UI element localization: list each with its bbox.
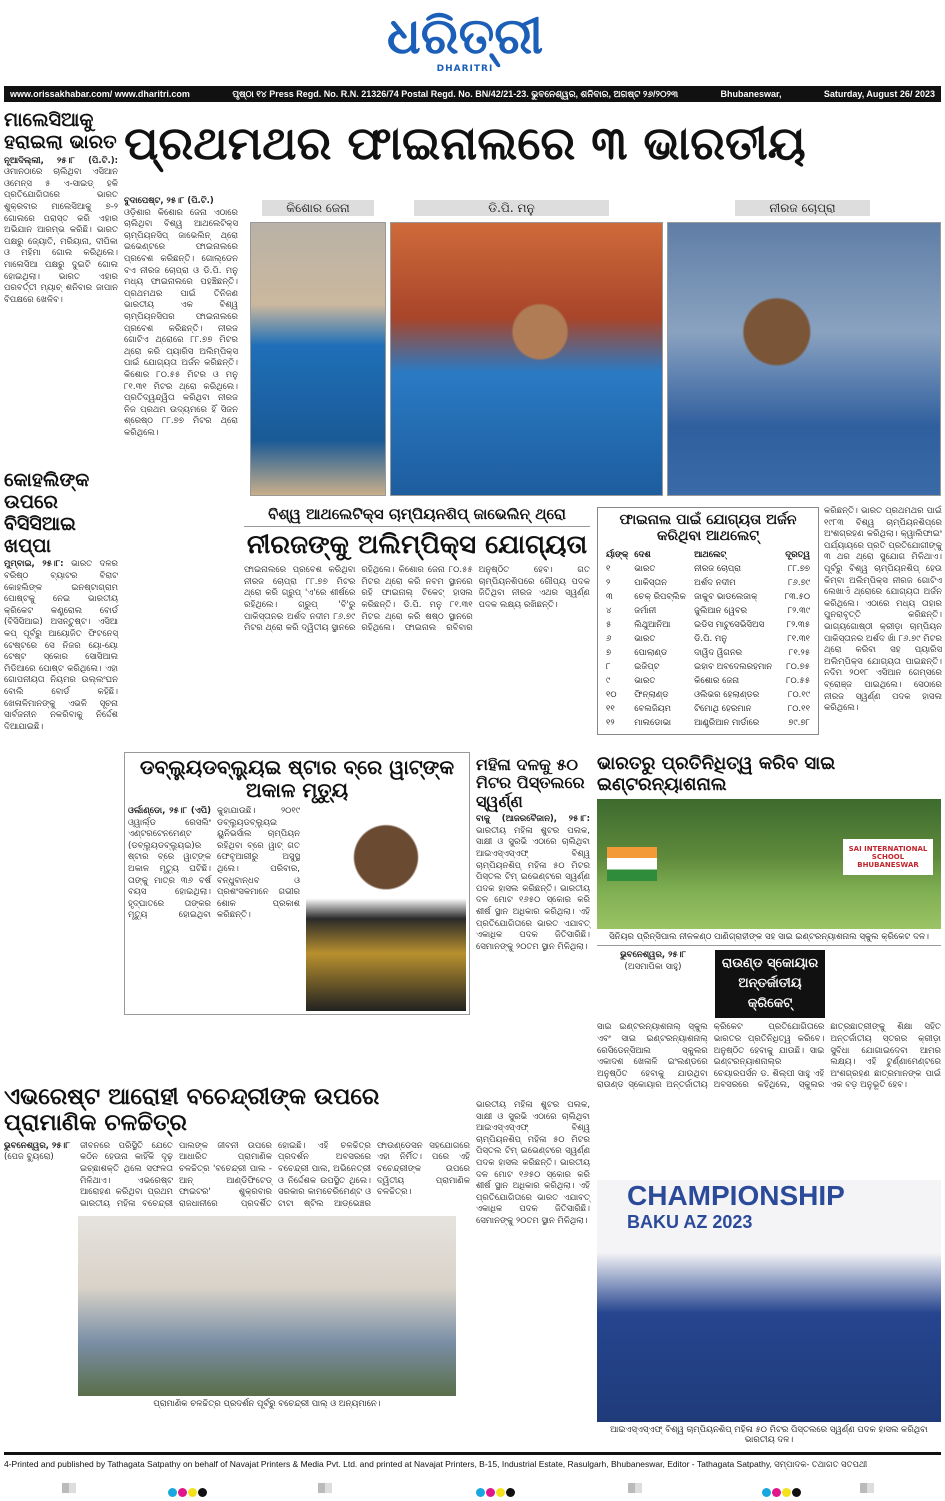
table-cell: ଲିଥୁଆନିଆ bbox=[634, 620, 671, 631]
table-row bbox=[604, 576, 812, 590]
table-cell: ୩ bbox=[606, 592, 613, 603]
table-cell: ପାକିସ୍ତାନ bbox=[634, 578, 668, 589]
table-row bbox=[604, 716, 812, 730]
photo-caption: ସିନିୟର ପ୍ରିନ୍ସିପାଲ ନୀଳକଣ୍ଠ ପାଣିଗ୍ରାହୀଙ୍କ ସହ ସାଇ ଇଣ୍ଟରନ୍ୟାଶନାଲ ସ୍କୁଲ କ୍ରିକେଟ ଦଳ। bbox=[597, 932, 941, 946]
registration: ପୃଷ୍ଠା ୧୪ Press Regd. No. R.N. 21326/74 Postal Regd. No. BN/42/21-23. ଭୁବନେଶ୍ୱର, ଶନିବାର, ଅଗଷ୍ଟ ୨୬/୨୦୨୩ bbox=[232, 88, 679, 99]
story-shooting: ମହିଳା ଦଳକୁ ୫୦ ମିଟର ପିସ୍ତଲରେ ସ୍ୱର୍ଣ୍ଣ ବାକୁ (ଆଜରବୈଜାନ), ୨୫।୮: ଭାରତୀୟ ମହିଳା ଶୁଟର ପଲକ, ସାକ୍ଷୀ ଓ ସୁରଭି ଏଠାରେ ଚାଲିଥିବା ଆଇଏସ୍‌ଏସ୍‌ଏଫ୍ ବିଶ୍ୱ ଚାମ୍ପିୟନଶିପ୍ ମହିଳା ୫୦ ମିଟର ପିସ୍ତଲ ଟିମ୍ ଇଭେଣ୍ଟରେ ସ୍ୱର୍ଣ୍ଣ ପଦକ ହାସଲ କରିଛନ୍ତି। ଭାରତୀୟ ଦଳ ମୋଟ ୧୬୫୦ ସ୍କୋର କରି ଶୀର୍ଷ ସ୍ଥାନ ଅଧିକାର କରିଥିଲା। ଏହି ପ୍ରତିଯୋଗିତାରେ ଭାରତ ଏଯାବତ୍ ଏକାଧିକ ପଦକ ଜିତିସାରିଛି। ସେମାନଙ୍କୁ ୨୦ତମ ସ୍ଥାନ ମିଳିଥିଲା। bbox=[476, 755, 590, 952]
table-cell: ୮୧.୩୧ bbox=[787, 634, 810, 645]
table-cell: ଆଥଲେଟ୍ bbox=[694, 550, 727, 561]
story-shooting-continued: ଭାରତୀୟ ମହିଳା ଶୁଟର ପଲକ, ସାକ୍ଷୀ ଓ ସୁରଭି ଏଠାରେ ଚାଲିଥିବା ଆଇଏସ୍‌ଏସ୍‌ଏଫ୍ ବିଶ୍ୱ ଚାମ୍ପିୟନଶିପ୍ ମହିଳା ୫୦ ମିଟର ପିସ୍ତଲ ଟିମ୍ ଇଭେଣ୍ଟରେ ସ୍ୱର୍ଣ୍ଣ ପଦକ ହାସଲ କରିଛନ୍ତି। ଭାରତୀୟ ଦଳ ମୋଟ ୧୬୫୦ ସ୍କୋର କରି ଶୀର୍ଷ ସ୍ଥାନ ଅଧିକାର କରିଥିଲା। ଏହି ପ୍ରତିଯୋଗିତାରେ ଭାରତ ଏଯାବତ୍ ଏକାଧିକ ପଦକ ଜିତିସାରିଛି। ସେମାନଙ୍କୁ ୨୦ତମ ସ୍ଥାନ ମିଳିଥିଲା। bbox=[476, 1100, 590, 1226]
photo-caption: ପ୍ରାମାଣିକ ଚଳଚ୍ଚିତ୍ର ପ୍ରଦର୍ଶନ ପୂର୍ବରୁ ବଚେନ୍ଦ୍ରୀ ପାଲ୍ ଓ ଅନ୍ୟମାନେ। bbox=[153, 1399, 381, 1410]
table-cell: ୮୦.୫୫ bbox=[786, 676, 810, 687]
photo-label-manu: ଡି.ପି. ମନୁ bbox=[414, 200, 609, 216]
table-cell: ୨ bbox=[606, 578, 611, 589]
table-row bbox=[604, 660, 812, 674]
table-cell: ଦୂରତ୍ୱ bbox=[785, 550, 810, 561]
story-malaysia: ମାଲେସିଆକୁ ହରାଇଲା ଭାରତ ନୂଆଦିଲ୍ଲୀ, ୨୫।୮ (ପି.ଟି.): ଓମାନଠାରେ ଚାଲିଥିବା ଏସିଆନ ଓମେନ୍ସ ୫ ଏ-ସାଇଡ୍ ହକି ପ୍ରତିଯୋଗିତାରେ ଭାରତ ଶୁକ୍ରବାର ମାଲେସିଆକୁ ୭-୨ ଗୋଲରେ ପରାସ୍ତ କରି ଏହାର ଅଭିଯାନ ଆରମ୍ଭ କରିଛି। ଭାରତ ପକ୍ଷରୁ ଜ୍ୟୋତି, ମରିୟାନା, ଦୀପିକା ଓ ମହିମା ଗୋଲ କରିଥିଲେ। ମାଲେସିଆ ପକ୍ଷରୁ ଦୁଇଟି ଗୋଲ ହୋଇଥିଲା। ଭାରତ ଏହାର ପରବର୍ତ୍ତୀ ମ୍ୟାଚ୍ ଶନିବାର ଜାପାନ ବିପକ୍ଷରେ ଖେଳିବ। bbox=[4, 109, 118, 305]
table-cell: ୪ bbox=[606, 606, 612, 617]
table-cell: ୧ bbox=[606, 564, 611, 575]
table-cell: ଅର୍ଶଦ ନଦୀମ bbox=[694, 578, 736, 589]
table-cell: ପୋଲାଣ୍ଡ bbox=[634, 648, 668, 659]
city: Bhubaneswar, bbox=[720, 89, 782, 99]
table-cell: ଡି.ପି. ମନୁ bbox=[694, 634, 728, 645]
table-cell: ଟିମୋଥି ହେରମାନ bbox=[694, 704, 752, 715]
table-row bbox=[604, 632, 812, 646]
headline: ନୀରଜଙ୍କୁ ଅଲିମ୍ପିକ୍ସ ଯୋଗ୍ୟତା bbox=[246, 530, 588, 561]
table-cell: ଭାରତ bbox=[634, 676, 656, 687]
table-cell: ଇହାବ ଅବଦେଲରହମାନ bbox=[694, 662, 773, 673]
table-cell: ଜାକୁବ ଭାଡଲେଜାକ୍ bbox=[694, 592, 758, 603]
table-cell: ୭ bbox=[606, 648, 612, 659]
photo-label-neeraj: ନୀରଜ ଚୋପ୍ରା bbox=[735, 200, 870, 216]
table-cell: ୮୦.୧୯ bbox=[788, 690, 810, 701]
qualifiers-table: ଫାଇନାଲ ପାଇଁ ଯୋଗ୍ୟତା ଅର୍ଜନ କରିଥିବା ଆଥଲେଟ୍ ର୍ୟାଙ୍କ୍ ଦେଶ ଆଥଲେଟ୍ ଦୂରତ୍ୱ ୧ ଭାରତ ନୀରଜ ଚୋପ୍ରା ୮୮.୭୭ ୨ ପାକିସ୍ତାନ ଅର୍ଶଦ ନଦୀମ ୮୬.୭୯ ୩ ଚେକ୍ ରିପବ୍ଲିକ ଜାକୁବ ଭାଡଲେଜାକ୍ ୮୩.୫୦ ୪ ଜର୍ମାନୀ ଜୁଲିଆନ ୱେବର ୮୨.୩୯ ୫ ଲିଥୁଆନିଆ ଇଡିସ ମାଟୁସେଭିସିଅସ ୮୨.୩୫ ୬ ଭାରତ ଡି.ପି. ମନୁ ୮୧.୩୧ ୭ ପୋଲାଣ୍ଡ ଦାୱିଦ ୱିଗନର ୮୧.୨୫ ୮ ଇଜିପ୍ଟ ଇହାବ ଅବଦେଲରହମାନ ୮୦.୭୫ ୯ ଭାରତ କିଶୋର ଜେନା ୮୦.୫୫ ୧୦ ଫିନ୍‌ଲାଣ୍ଡ ଓଲିଭର ହେଲାଣ୍ଡର ୮୦.୧୯ ୧୧ ବେଲଜିୟମ ଟିମୋଥି ହେରମାନ ୮୦.୧୧ ୧୨ ମାଲଡୋଭା ଆଣ୍ଡ୍ରିଆନ ମାର୍ଡାରେ ୭୯.୭୮ bbox=[597, 507, 819, 735]
table-cell: ୮୮.୭୭ bbox=[788, 564, 810, 575]
table-cell: ୮୦.୭୫ bbox=[786, 662, 810, 673]
headline: ଏଭରେଷ୍ଟ ଆରୋହୀ ବଚେନ୍ଦ୍ରୀଙ୍କ ଉପରେ ପ୍ରାମାଣିକ ଚଳଚ୍ଚିତ୍ର bbox=[4, 1084, 380, 1137]
website[interactable]: www.orissakhabar.com/ www.dharitri.com bbox=[10, 89, 190, 99]
table-cell: ଦାୱିଦ ୱିଗନର bbox=[694, 648, 743, 659]
table-cell: ଭାରତ bbox=[634, 634, 656, 645]
table-cell: ଜର୍ମାନୀ bbox=[634, 606, 657, 617]
table-cell: ୮୩.୫୦ bbox=[784, 592, 810, 603]
table-cell: ଇଡିସ ମାଟୁସେଭିସିଅସ bbox=[694, 620, 765, 631]
photo-dp-manu bbox=[390, 222, 663, 496]
registration-marks bbox=[0, 1482, 945, 1494]
headline: ମାଲେସିଆକୁ ହରାଇଲା ଭାରତ bbox=[4, 109, 117, 153]
table-cell: ୧୦ bbox=[606, 690, 617, 701]
headline: ଭାରତରୁ ପ୍ରତିନିଧିତ୍ୱ କରିବ ସାଇ ଇଣ୍ଟରନ୍ୟାଶନାଲ bbox=[597, 753, 836, 795]
table-cell: ୯ bbox=[606, 676, 611, 687]
photo-kishore-jena bbox=[250, 222, 386, 496]
photo-film-screening bbox=[78, 1216, 456, 1396]
table-row bbox=[604, 702, 812, 716]
story-javelin: ବିଶ୍ୱ ଆଥଲେଟିକ୍ସ ଚାମ୍ପିୟନଶିପ୍ ଜାଭେଲିନ୍ ଥ୍ରୋ ନୀରଜଙ୍କୁ ଅଲିମ୍ପିକ୍ସ ଯୋଗ୍ୟତା ଫାଇନାଲରେ ପ୍ରବେଶ କରିଥିବା ନୀରଜ ଚୋପ୍ରା ୮୮.୭୭ ମିଟର ଥ୍ରୋ କରି ଗ୍ରୁପ୍ 'ଏ'ରେ ଶୀର୍ଷରେ ରହିଥିଲେ। ଗ୍ରୁପ୍ 'ବି'ରୁ ପାକିସ୍ତାନର ଅର୍ଶଦ ନଦୀମ ୮୬.୭୯ ମିଟର ଥ୍ରୋ କରି ଦ୍ୱିତୀୟ ସ୍ଥାନରେ ରହିଥିଲେ। କିଶୋର ଜେନା ୮୦.୫୫ ମିଟର ଥ୍ରୋ କରି ନବମ ସ୍ଥାନରେ ରହି ଫାଇନାଲ୍ ଟିକେଟ୍ ହାସଲ କରିଛନ୍ତି। ଡି.ପି. ମନୁ ୮୧.୩୧ ମିଟର ଥ୍ରୋ କରି ଷଷ୍ଠ ସ୍ଥାନରେ ରହିଥିଲେ। ଫାଇନାଲ ରବିବାର ଅନୁଷ୍ଠିତ ହେବ। ଗତ ଚାମ୍ପିୟନଶିପରେ ରୌପ୍ୟ ପଦକ ଜିତିଥିବା ନୀରଜ ଏଥର ସ୍ୱର୍ଣ୍ଣ ପଦକ ଲକ୍ଷ୍ୟ ରଖିଛନ୍ତି। bbox=[244, 505, 590, 634]
story-sai: ଭାରତରୁ ପ୍ରତିନିଧିତ୍ୱ କରିବ ସାଇ ଇଣ୍ଟରନ୍ୟାଶନାଲ SAI INTERNATIONAL SCHOOL BHUBANESWAR ସିନିୟର ପ୍ରିନ୍ସିପାଲ ନୀଳକଣ୍ଠ ପାଣିଗ୍ରାହୀଙ୍କ ସହ ସାଇ ଇଣ୍ଟରନ୍ୟାଶନାଲ ସ୍କୁଲ କ୍ରିକେଟ ଦଳ। ଭୁବନେଶ୍ୱର, ୨୫।୮ (ଅସମାପିକା ସାହୁ) ରାଉଣ୍ଡ ସ୍କୋୟାର ଅନ୍ତର୍ଜାତୀୟ କ୍ରିକେଟ୍ ସାଇ ଇଣ୍ଟରନ୍ୟାଶନାଲ୍ ସ୍କୁଲ ଏବଂ ସାଇ ଇଣ୍ଟରନ୍ୟାଶନାଲ୍ ରେସିଡେନ୍ସିଆଲ ସ୍କୁଲର ଏକାଦଶ ଖେଳାଳି ଇଂଲଣ୍ଡରେ ଅନୁଷ୍ଠିତ ହେବାକୁ ଯାଉଥିବା ରାଉଣ୍ଡ ସ୍କୋୟାର ଅନ୍ତର୍ଜାତୀୟ କ୍ରିକେଟ ପ୍ରତିଯୋଗିତାରେ ଭାରତର ପ୍ରତିନିଧିତ୍ୱ କରିବେ। ଅନୁଷ୍ଠିତ ହେବାକୁ ଯାଉଛି। ସାଇ ଇଣ୍ଟରନ୍ୟାଶନାଲ୍‌ର ଚେୟାରପର୍ସନ ଡ. ଶିଲ୍ପୀ ସାହୁ ଏହି ଅବସରରେ କହିଥିଲେ, ସ୍କୁଲର ଛାତ୍ରଛାତ୍ରୀଙ୍କୁ ଶିକ୍ଷା ସହିତ ଅନ୍ତର୍ଜାତୀୟ ସ୍ତରର କ୍ରୀଡ଼ା ସୁବିଧା ଯୋଗାଇଦେବା ଆମର ଲକ୍ଷ୍ୟ। ଏହି ଟୁର୍ଣ୍ଣାମେଣ୍ଟରେ ଅଂଶଗ୍ରହଣ ଛାତ୍ରମାନଙ୍କ ପାଇଁ ଏକ ବଡ଼ ଅନୁଭୂତି ହେବ। bbox=[597, 753, 941, 1091]
story-kohli: କୋହଲିଙ୍କ ଉପରେ ବିସିସିଆଇ ଖପ୍ପା ମୁମ୍ବାଇ, ୨୫।୮: ଭାରତ ଦଳର ବରିଷ୍ଠ ବ୍ୟାଟର ବିରାଟ କୋହଲିଙ୍କ ଇନଷ୍ଟାଗ୍ରାମ ପୋଷ୍ଟକୁ ନେଇ ଭାରତୀୟ କ୍ରିକେଟ କଣ୍ଟ୍ରୋଲ ବୋର୍ଡ (ବିସିସିଆଇ) ଅସନ୍ତୁଷ୍ଟ। ଏସିଆ କପ୍ ପୂର୍ବରୁ ଆୟୋଜିତ ଫିଟନେସ୍ ଟେଷ୍ଟରେ ସେ ନିଜର ୟୋ-ୟୋ ଟେଷ୍ଟ ସ୍କୋର ସୋସିଆଲ ମିଡିଆରେ ପୋଷ୍ଟ କରିଥିଲେ। ଏହା ଗୋପନୀୟତା ନିୟମର ଉଲ୍ଲଂଘନ ବୋଲି ବୋର୍ଡ କହିଛି। ଖେଳାଳିମାନଙ୍କୁ ଏଭଳି ସୂଚନା ସାର୍ବଜନୀନ ନକରିବାକୁ ନିର୍ଦ୍ଦେଶ ଦିଆଯାଇଛି। bbox=[4, 469, 118, 732]
table-cell: ୭୯.୭୮ bbox=[788, 718, 810, 729]
table-cell: ୧୧ bbox=[606, 704, 615, 715]
table-cell: ୮୨.୩୯ bbox=[787, 606, 810, 617]
table-cell: ୮୨.୩୫ bbox=[786, 620, 810, 631]
table-cell: ର୍ୟାଙ୍କ୍ bbox=[606, 550, 629, 561]
headline: ମହିଳା ଦଳକୁ ୫୦ ମିଟର ପିସ୍ତଲରେ ସ୍ୱର୍ଣ୍ଣ bbox=[476, 755, 585, 811]
table-cell: ମାଲଡୋଭା bbox=[634, 718, 672, 729]
table-row bbox=[604, 688, 812, 702]
main-headline: ପ୍ରଥମଥର ଫାଇନାଲରେ ୩ ଭାରତୀୟ bbox=[124, 116, 806, 170]
photo-label-kishore: କିଶୋର ଜେନା bbox=[262, 200, 374, 216]
table-cell: ଚେକ୍ ରିପବ୍ଲିକ bbox=[634, 592, 686, 603]
table-header bbox=[604, 548, 812, 562]
india-flag-icon bbox=[607, 847, 657, 881]
table-row bbox=[604, 604, 812, 618]
table-cell: ୮୬.୭୯ bbox=[788, 578, 810, 589]
table-cell: ୧୨ bbox=[606, 718, 615, 729]
photo-neeraj-chopra bbox=[667, 222, 941, 496]
table-row bbox=[604, 674, 812, 688]
photo-shooting-team: CHAMPIONSHIP BAKU AZ 2023 bbox=[597, 1180, 941, 1422]
table-row bbox=[604, 562, 812, 576]
masthead-logo: ଧରିତ୍ରୀ DHARITRI bbox=[386, 7, 544, 74]
table-cell: ବେଲଜିୟମ bbox=[634, 704, 671, 715]
table-row bbox=[604, 618, 812, 632]
info-bar bbox=[4, 86, 941, 102]
table-cell: କିଶୋର ଜେନା bbox=[694, 676, 740, 687]
table-cell: ଦେଶ bbox=[634, 550, 651, 561]
table-cell: ୮ bbox=[606, 662, 611, 673]
headline: କୋହଲିଙ୍କ ଉପରେ ବିସିସିଆଇ ଖପ୍ପା bbox=[4, 469, 90, 557]
headline: ଡବ୍ଲ୍ୟୁଡବ୍ଲ୍ୟୁଇ ଷ୍ଟାର ବ୍ରେ ୱାଟ୍‌ଙ୍କ ଅକାଳ ମୃତ୍ୟୁ bbox=[139, 755, 455, 802]
photo-caption: ଆଇଏସ୍‌ଏସ୍‌ଏଫ୍ ବିଶ୍ୱ ଚାମ୍ପିୟନଶିପ୍ ମହିଳା ୫୦ ମିଟର ପିସ୍ତଲରେ ସ୍ୱର୍ଣ୍ଣ ପଦକ ହାସଲ କରିଥିବା ଭାରତୀୟ ଦଳ। bbox=[610, 1425, 928, 1445]
table-cell: ଇଜିପ୍ଟ bbox=[634, 662, 660, 673]
imprint: 4-Printed and published by Tathagata Satpathy on behalf of Navajat Printers & Media Pvt. Ltd. and printed at Navajat Printers, B-15, Industrial Estate, Rasulgarh, Bhubaneswar, Editor - Tathagata Satpathy, ସମ୍ପାଦକ- ତଥାଗତ ସତପଥୀ bbox=[4, 1459, 868, 1469]
table-cell: ଫିନ୍‌ଲାଣ୍ଡ bbox=[634, 690, 669, 701]
date: Saturday, August 26/ 2023 bbox=[823, 89, 935, 99]
table-row bbox=[604, 646, 812, 660]
qualifiers-table-grid bbox=[604, 548, 812, 730]
highlight-box: ରାଉଣ୍ଡ ସ୍କୋୟାର ଅନ୍ତର୍ଜାତୀୟ କ୍ରିକେଟ୍ bbox=[715, 950, 825, 1018]
table-cell: ୮୧.୨୫ bbox=[788, 648, 810, 659]
story-javelin-continued: କରିଛନ୍ତି। ଭାରତ ପ୍ରଥମଥର ପାଇଁ ୧୯୮୩ ବିଶ୍ୱ ଚାମ୍ପିୟନଶିପ୍‌ରେ ଅଂଶଗ୍ରହଣ କରିଥିଲା। କ୍ୱାଲିଫାଇଂ ପର୍ଯ୍ୟାୟରେ ପ୍ରତି ପ୍ରତିଯୋଗୀଙ୍କୁ ୩ ଥର ଥ୍ରୋ ସୁଯୋଗ ମିଳିଥାଏ। ପୂର୍ବରୁ ବିଶ୍ୱ ଚାମ୍ପିୟନଶିପ୍ ହେଉ କିମ୍ବା ଅଲିମ୍ପିକ୍ସ ନୀରଜ ଗୋଟିଏ ଲେଖାଏଁ ଥ୍ରୋରେ ଯୋଗ୍ୟତା ଅର୍ଜନ କରିଥିଲେ। ଏଠାରେ ମଧ୍ୟ ତାହାର ପୁନରାବୃତ୍ତି କରିଛନ୍ତି। ଭାଗ୍ୟଗୋଷ୍ଠୀ କ୍ରୀଡ଼ା ଚାମ୍ପିୟନ ପାକିସ୍ତାନର ଅର୍ଶଦ ଖାଁ ୮୬.୭୯ ମିଟର ଥ୍ରୋ କରିବା ସହ ପ୍ୟାରିସ ଅଲିମ୍ପିକ୍ସ ଯୋଗ୍ୟତା ପାଇଛନ୍ତି। ନଦିମ ୨୦୧୮ ଏସିଆନ ଗେମ୍ସରେ ବ୍ରୋଞ୍ଜ ପାଇଥିଲେ। ସେଠାରେ ନୀରଜ ସ୍ୱର୍ଣ୍ଣ ପଦକ ହାସଲ କରିଥିଲେ। bbox=[824, 506, 942, 714]
table-cell: ଓଲିଭର ହେଲାଣ୍ଡର bbox=[694, 690, 760, 701]
footer-rule bbox=[4, 1452, 941, 1455]
photo-bray-wyatt bbox=[306, 806, 466, 1011]
story-everest: ଏଭରେଷ୍ଟ ଆରୋହୀ ବଚେନ୍ଦ୍ରୀଙ୍କ ଉପରେ ପ୍ରାମାଣିକ ଚଳଚ୍ଚିତ୍ର ଭୁବନେଶ୍ୱର, ୨୫।୮ (ପେଜ ବ୍ୟୁରୋ) ଜୀବନରେ ପରିସ୍ଥିତି ଯେତେ କଠିନ ହେଉନା କାହିଁକି ଦୃଢ଼ ଇଚ୍ଛାଶକ୍ତି ଥିଲେ ସଫଳତା ମିଳିଥାଏ। ଏଭରେଷ୍ଟ ଆରୋହଣ କରିଥିବା ପ୍ରଥମ ଭାରତୀୟ ମହିଳା ବଚେନ୍ଦ୍ରୀ ପାଲଙ୍କ ଜୀବନୀ ଉପରେ ଆଧାରିତ ପ୍ରାମାଣିକ ଚଳଚ୍ଚିତ୍ର 'ବଚେନ୍ଦ୍ରୀ ପାଲ - ଆନ୍ ଆଣ୍ଡିଫିଟେଡ୍ ଫାଇଟର' ଶୁକ୍ରବାର ରାଜଧାନୀରେ ପ୍ରଦର୍ଶିତ ହୋଇଛି। ଏହି ଚଳଚ୍ଚିତ୍ର ପ୍ରଦର୍ଶନ ଅବସରରେ ବଚେନ୍ଦ୍ରୀ ପାଲ, ଅଭିନେତ୍ରୀ ଓ ନିର୍ଦ୍ଦେଶକ ଉପସ୍ଥିତ ଥିଲେ। ସରକାର କାମଚେରିମେଣ୍ଟ ଓ ଟାଟା ଷ୍ଟିଲ ଆଡ୍‌ଭେଞ୍ଚର ଫାଉଣ୍ଡେସନ ସହଯୋଗରେ ଏହା ନିର୍ମିତ। ପରେ ଏହି ବଚେନ୍ଦ୍ରୀଙ୍କ ଉପରେ ଦ୍ୱିତୀୟ ପ୍ରାମାଣିକ ଚଳଚ୍ଚିତ୍ର। ପ୍ରାମାଣିକ ଚଳଚ୍ଚିତ୍ର ପ୍ରଦର୍ଶନ ପୂର୍ବରୁ ବଚେନ୍ଦ୍ରୀ ପାଲ୍ ଓ ଅନ୍ୟମାନେ। bbox=[4, 1084, 470, 1410]
table-cell: ଜୁଲିଆନ ୱେବର bbox=[694, 606, 748, 617]
table-cell: ଆଣ୍ଡ୍ରିଆନ ମାର୍ଡାରେ bbox=[694, 718, 760, 729]
main-story: ବୁଦାପେଷ୍ଟ, ୨୫।୮ (ପି.ଟି.) ଓଡ଼ିଶାର କିଶୋର ଜେନା ଏଠାରେ ଚାଲିଥିବା ବିଶ୍ୱ ଆଥଲେଟିକ୍ସ ଚାମ୍ପିୟନସିପ୍ ଜାଭେଲିନ୍ ଥ୍ରୋ ଇଭେଣ୍ଟରେ ଫାଇନାଲରେ ପ୍ରବେଶ କରିଛନ୍ତି। ଗୋଲ୍ଡେନ ବଏ ନୀରଜ ଚୋପ୍ରା ଓ ଡି.ପି. ମନୁ ମଧ୍ୟ ଫାଇନାଲରେ ପହଞ୍ଚିଛନ୍ତି। ପ୍ରଥମଥର ପାଇଁ ତିନିଜଣ ଭାରତୀୟ ଏକ ବିଶ୍ୱ ଚାମ୍ପିୟନସିପର ଫାଇନାଲରେ ପ୍ରବେଶ କରିଛନ୍ତି। ନୀରଜ ଗୋଟିଏ ଥ୍ରୋରେ ୮୮.୭୭ ମିଟର ଥ୍ରୋ କରି ପ୍ୟାରିସ ଅଲିମ୍ପିକ୍ସ ପାଇଁ ଯୋଗ୍ୟତା ଅର୍ଜନ କରିଛନ୍ତି। କିଶୋର ୮୦.୫୫ ମିଟର ଓ ମନୁ ୮୧.୩୧ ମିଟର ଥ୍ରୋ କରିଥିଲେ। ପ୍ରତିଦ୍ୱନ୍ଦ୍ୱିତା କରିଥିବା ନୀରଜ ନିଜ ପ୍ରଥମ ଉଦ୍ୟମରେ ହିଁ ସିଜନ ଶ୍ରେଷ୍ଠ ୮୮.୭୭ ମିଟର ଥ୍ରୋ କରିଥିଲେ। bbox=[124, 196, 238, 438]
table-cell: ଭାରତ bbox=[634, 564, 656, 575]
table-cell: ୫ bbox=[606, 620, 612, 631]
table-row bbox=[604, 590, 812, 604]
table-cell: ୮୦.୧୧ bbox=[787, 704, 810, 715]
photo-sai-team: SAI INTERNATIONAL SCHOOL BHUBANESWAR bbox=[597, 799, 941, 929]
table-cell: ୬ bbox=[606, 634, 612, 645]
story-wwe: ଡବ୍ଲ୍ୟୁଡବ୍ଲ୍ୟୁଇ ଷ୍ଟାର ବ୍ରେ ୱାଟ୍‌ଙ୍କ ଅକାଳ ମୃତ୍ୟୁ ଓର୍ଲାଣ୍ଡୋ, ୨୫।୮ (ଏପି) ଓ୍ୱାର୍ଲ୍ଡ ରେସଲିଂ ଏଣ୍ଟରଟେନମେଣ୍ଟ (ଡବ୍ଲ୍ୟୁଡବ୍ଲ୍ୟୁଇ)ର ଷ୍ଟାର ବ୍ରେ ୱାଟ୍‌ଙ୍କ ଅକାଳ ମୃତ୍ୟୁ ଘଟିଛି। ତାଙ୍କୁ ମାତ୍ର ୩୬ ବର୍ଷ ବୟସ ହୋଇଥିଲା। ହୃଦ୍‌ଘାତରେ ତାଙ୍କର ମୃତ୍ୟୁ ହୋଇଥିବା କୁହାଯାଉଛି। ୨୦୧୯ ଡବ୍ଲ୍ୟୁଡବ୍ଲ୍ୟୁଇ ୟୁନିଭର୍ସାଲ ଚାମ୍ପିୟନ ରହିଥିବା ବ୍ରେ ୱାଟ୍ ଗତ ଫେବୃଆରୀରୁ ଅସୁସ୍ଥ ଥିଲେ। ପରିବାର, ବନ୍ଧୁବାନ୍ଧବ ଓ ପ୍ରଶଂସକମାନେ ଗଭୀର ଶୋକ ପ୍ରକାଶ କରିଛନ୍ତି। bbox=[124, 752, 470, 1015]
table-cell: ନୀରଜ ଚୋପ୍ରା bbox=[694, 564, 742, 575]
